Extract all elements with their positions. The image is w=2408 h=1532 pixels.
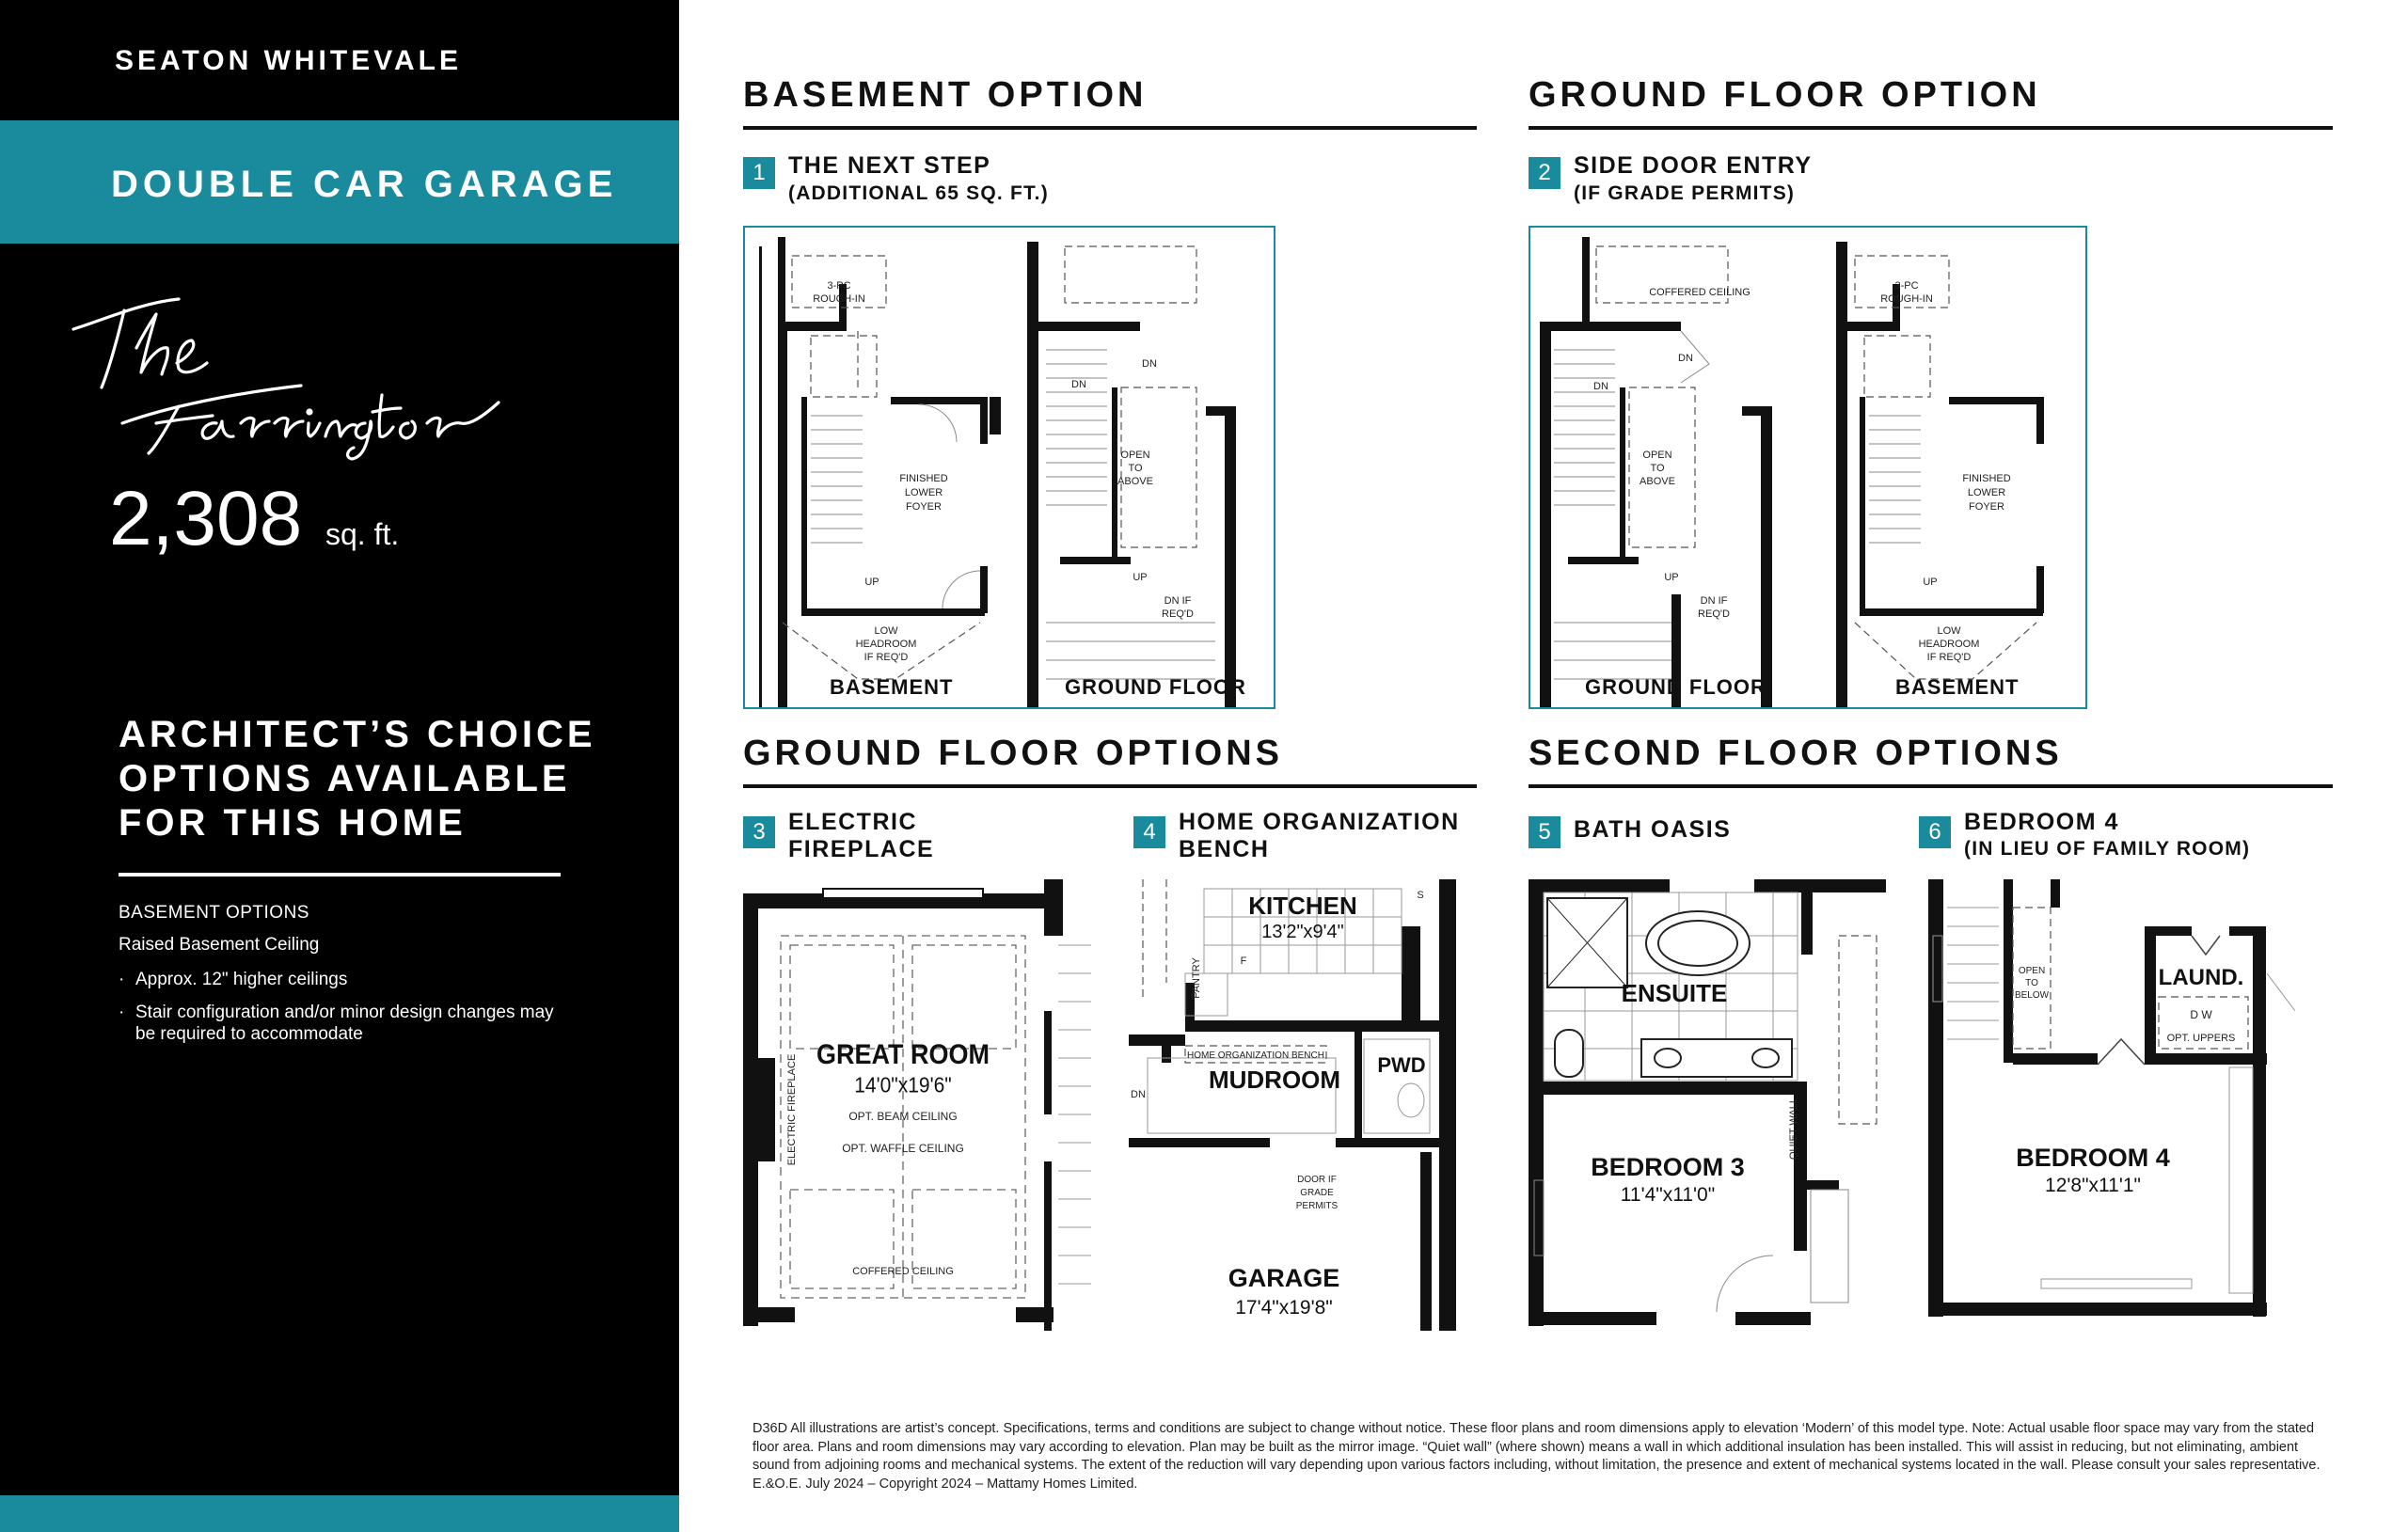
- label-dn-if-reqd: DN IF: [1164, 595, 1192, 607]
- svg-text:OPEN: OPEN: [1642, 450, 1672, 461]
- section-title-ground-floor-option: GROUND FLOOR OPTION: [1529, 75, 2041, 115]
- option-label-electric-fireplace: ELECTRIC FIREPLACE: [788, 809, 935, 862]
- plan-caption-ground-floor: GROUND FLOOR: [1065, 675, 1246, 699]
- section-title-basement-option: BASEMENT OPTION: [743, 75, 1148, 115]
- label-dn: DN: [1071, 379, 1086, 390]
- options-heading: ARCHITECT’S CHOICE OPTIONS AVAILABLE FOR THIS HOME: [119, 714, 596, 844]
- svg-text:HEADROOM: HEADROOM: [855, 639, 917, 650]
- floor-plan-the-next-step: [745, 228, 1274, 707]
- svg-text:DN: DN: [1593, 381, 1608, 392]
- label-finished-lower-foyer: FINISHED: [899, 473, 948, 484]
- svg-text:UP: UP: [1923, 576, 1938, 588]
- label-open-to-above: OPEN: [1120, 450, 1150, 461]
- community-name: SEATON WHITEVALE: [115, 45, 463, 76]
- option-label-home-organization-bench: HOME ORGANIZATION BENCH: [1179, 809, 1460, 862]
- label-sink: S: [1417, 890, 1424, 901]
- label-coffered-ceiling: COFFERED CEILING: [852, 1266, 954, 1277]
- floor-plan-bath-oasis: [1529, 879, 1886, 1331]
- plan-frame-the-next-step: [743, 226, 1275, 709]
- section-title-second-floor-options: SECOND FLOOR OPTIONS: [1529, 734, 2063, 773]
- section-divider: [743, 126, 1477, 130]
- label-opt-uppers: OPT. UPPERS: [2166, 1033, 2236, 1044]
- label-up: UP: [864, 576, 879, 588]
- svg-text:FINISHED: FINISHED: [1962, 473, 2011, 484]
- label-electric-fireplace: ELECTRIC FIREPLACE: [786, 1053, 798, 1166]
- label-opt-waffle-ceiling: OPT. WAFFLE CEILING: [842, 1142, 964, 1155]
- svg-text:DN: DN: [1678, 353, 1693, 364]
- label-opt-beam-ceiling: OPT. BEAM CEILING: [848, 1110, 958, 1123]
- square-footage-unit: sq. ft.: [325, 517, 400, 551]
- svg-text:REQ'D: REQ'D: [1162, 608, 1194, 620]
- svg-text:LOW: LOW: [1937, 625, 1961, 637]
- option-number-badge: 3: [743, 816, 775, 848]
- svg-text:FOYER: FOYER: [906, 501, 942, 513]
- basement-options-list: [119, 969, 570, 1056]
- option-number-badge: 2: [1529, 157, 1560, 189]
- svg-text:TO: TO: [2025, 978, 2038, 988]
- room-dims-great-room: 14'0"x19'6": [854, 1072, 952, 1098]
- svg-text:UP: UP: [1664, 572, 1679, 583]
- option-sublabel: (IN LIEU OF FAMILY ROOM): [1964, 838, 2251, 860]
- label-home-organization-bench: HOME ORGANIZATION BENCH: [1187, 1050, 1324, 1061]
- bottom-accent-band: [0, 1495, 679, 1532]
- svg-text:DN: DN: [1142, 358, 1157, 370]
- room-name-bedroom-4: BEDROOM 4: [2016, 1144, 2170, 1172]
- label-dn: DN: [1131, 1089, 1146, 1100]
- svg-text:TO: TO: [1650, 463, 1665, 474]
- svg-text:ABOVE: ABOVE: [1640, 476, 1675, 487]
- room-name-kitchen: KITCHEN: [1248, 892, 1357, 920]
- svg-text:TO: TO: [1128, 463, 1143, 474]
- room-name-great-room: GREAT ROOM: [816, 1038, 990, 1071]
- room-dims-kitchen: 13'2"x9'4": [1261, 922, 1344, 942]
- label-fridge: F: [1240, 956, 1247, 967]
- svg-text:IF REQ'D: IF REQ'D: [1926, 652, 1972, 663]
- svg-text:BELOW: BELOW: [2014, 990, 2050, 1001]
- svg-text:HEADROOM: HEADROOM: [1918, 639, 1980, 650]
- square-footage-number: 2,308: [109, 476, 303, 561]
- option-number-badge: 4: [1133, 816, 1165, 848]
- room-name-powder-room: PWD: [1377, 1053, 1426, 1077]
- room-dims-garage: 17'4"x19'8": [1235, 1297, 1333, 1319]
- option-number-badge: 6: [1919, 816, 1951, 848]
- basement-options-heading: BASEMENT OPTIONS: [119, 903, 309, 923]
- room-name-laundry: LAUND.: [2158, 965, 2244, 990]
- label-dryer-washer: D W: [2190, 1008, 2212, 1021]
- label-rough-in: 3-PC: [827, 280, 851, 292]
- option-sublabel: (IF GRADE PERMITS): [1574, 182, 1796, 204]
- svg-text:LOWER: LOWER: [1967, 487, 2006, 498]
- garage-type-label: DOUBLE CAR GARAGE: [111, 164, 618, 205]
- svg-text:PERMITS: PERMITS: [1295, 1201, 1339, 1211]
- basement-options-subheading: Raised Basement Ceiling: [119, 935, 320, 955]
- floor-plan-side-door-entry: [1530, 228, 2085, 707]
- floor-plan-bedroom-4: [1919, 879, 2295, 1331]
- option-number-badge: 5: [1529, 816, 1560, 848]
- svg-text:FOYER: FOYER: [1969, 501, 2004, 513]
- svg-text:REQ'D: REQ'D: [1698, 608, 1730, 620]
- svg-text:ABOVE: ABOVE: [1117, 476, 1153, 487]
- plan-frame-side-door-entry: [1529, 226, 2087, 709]
- plan-caption-ground-floor: GROUND FLOOR: [1585, 675, 1766, 699]
- section-title-ground-floor-options: GROUND FLOOR OPTIONS: [743, 734, 1283, 773]
- room-dims-bedroom-3: 11'4"x11'0": [1620, 1184, 1716, 1206]
- svg-text:ROUGH-IN: ROUGH-IN: [813, 293, 865, 305]
- svg-text:ROUGH-IN: ROUGH-IN: [1880, 293, 1933, 305]
- label-open-to-below: OPEN: [2018, 966, 2046, 976]
- label-pantry: PANTRY: [1191, 957, 1202, 999]
- svg-text:LOWER: LOWER: [904, 487, 943, 498]
- section-divider: [1529, 126, 2333, 130]
- option-sublabel: (ADDITIONAL 65 SQ. FT.): [788, 182, 1049, 204]
- svg-text:DN IF: DN IF: [1700, 595, 1728, 607]
- room-dims-bedroom-4: 12'8"x11'1": [2045, 1175, 2141, 1196]
- plan-caption-basement: BASEMENT: [830, 675, 954, 699]
- section-divider: [743, 784, 1477, 788]
- model-name-script-logo: [66, 282, 593, 461]
- floor-plan-great-room: [743, 879, 1091, 1331]
- svg-text:IF REQ'D: IF REQ'D: [863, 652, 909, 663]
- basement-option-item: · Approx. 12" higher ceilings: [119, 969, 570, 990]
- legal-disclaimer: D36D All illustrations are artist’s concept. Specifications, terms and conditions are subject to change without notice. These floor plans and room dimensions apply to elevation ‘Modern’ of this model type. Note: Actual usable floor space may vary from the stated floor area. Plans and room dimensions may vary according to elevation. Plan may be built as the mirror image. “Quiet wall” (where shown) means a wall in which additional insulation has been installed. This will assist in reducing, but not eliminating, ambient sound from adjoining rooms and mechanical systems. The extent of the reduction will vary depending upon various factors including, without limitation, the presence and extent of mechanical systems located in the wall. Please consult your sales representative. E.&O.E. July 2024 – Copyright 2024 – Mattamy Homes Limited.: [752, 1421, 2321, 1492]
- room-name-bedroom-3: BEDROOM 3: [1591, 1153, 1745, 1181]
- option-label: SIDE DOOR ENTRY: [1574, 152, 1813, 179]
- garage-type-band: [0, 120, 679, 244]
- svg-text:GRADE: GRADE: [1300, 1188, 1334, 1198]
- plan-caption-basement: BASEMENT: [1895, 675, 2020, 699]
- label-quiet-wall: QUIET WALL: [1788, 1097, 1799, 1161]
- basement-option-item: · Stair configuration and/or minor design changes may be required to accommodate: [119, 1002, 570, 1045]
- label-door-if-grade-permits: DOOR IF: [1297, 1175, 1337, 1185]
- floor-plan-home-organization-bench: [1129, 879, 1477, 1331]
- left-panel: [0, 0, 679, 1532]
- svg-text:3-PC: 3-PC: [1894, 280, 1919, 292]
- label-low-headroom: LOW: [874, 625, 898, 637]
- option-label: THE NEXT STEP: [788, 152, 991, 179]
- room-name-ensuite: ENSUITE: [1621, 979, 1728, 1007]
- room-name-mudroom: MUDROOM: [1208, 1066, 1341, 1094]
- option-number-badge: 1: [743, 157, 775, 189]
- svg-text:UP: UP: [1133, 572, 1148, 583]
- option-label-bedroom-4: BEDROOM 4: [1964, 809, 2119, 835]
- room-name-garage: GARAGE: [1228, 1264, 1340, 1292]
- options-divider: [119, 873, 561, 877]
- section-divider: [1529, 784, 2333, 788]
- option-label-bath-oasis: BATH OASIS: [1574, 816, 1732, 843]
- label-coffered-ceiling: COFFERED CEILING: [1649, 287, 1751, 298]
